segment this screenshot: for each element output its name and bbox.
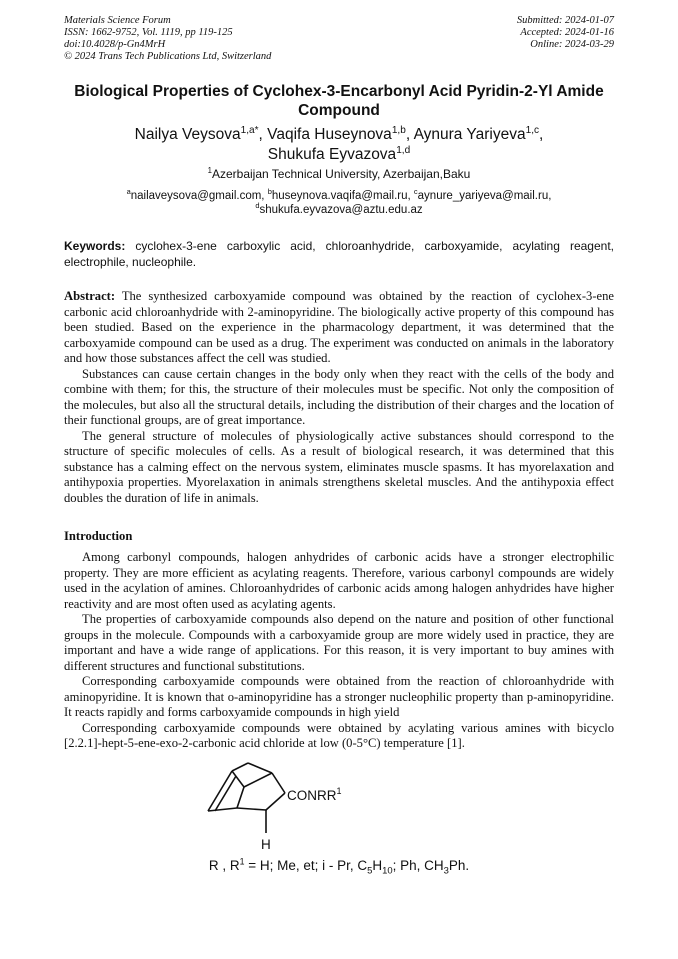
author-name: Aynura Yariyeva <box>413 126 526 143</box>
intro-paragraph: The properties of carboxyamide compounds also depend on the nature and position of other functional groups in the molecule. Compounds with a carboxyamide group are more widely used in practice, they are important and have a wide range of applications. For this reason, it is very important to buy amines with different structures and functional substitutions. <box>64 612 614 673</box>
substituent-formula: R , $R^1 = H$; Me, et; i - Pr, $C_5H_{10}$; Ph, $CH_3Ph$. <box>208 856 470 877</box>
paper-title: Biological Properties of Cyclohex-3-Encarbonyl Acid Pyridin-2-Yl Amide Compound <box>74 83 604 119</box>
affiliation-text: Azerbaijan Technical University, Azerbaijan,Baku <box>211 167 471 181</box>
author-name: Vaqifa Huseynova <box>267 126 392 143</box>
abstract-label: Abstract: <box>64 289 116 303</box>
intro-paragraph: Corresponding carboxyamide compounds were obtained by acylating various amines with bicyclo [2.2.1]-hept-5-ene-exo-2-carbonic acid chloride at low (0-5°C) temperature [1]. <box>64 720 614 750</box>
affiliation-mark: 1 <box>207 166 212 175</box>
keywords <box>64 238 614 270</box>
intro-paragraph: Corresponding carboxyamide compounds were obtained from the reaction of chloroanhydride with aminopyridine. It is known that o-aminopyridine has a stronger nucleophilic property than p-aminopyridine. It reacts rapidly and forms carboxyamide compounds in high yield <box>64 674 614 719</box>
author-affiliation-mark: 1,b <box>391 124 406 136</box>
section-heading-introduction: Introduction <box>64 529 133 543</box>
abstract <box>64 289 614 506</box>
issn-line: ISSN: 1662-9752, Vol. 1119, pp 119-125 <box>64 27 233 38</box>
doi-line: doi:10.4028/p-Gn4MrH <box>64 39 166 50</box>
author-emails: $^a$nailaveysova@gmail.com, $^b$huseynova.vaqifa@mail.ru, $^c$aynure_yariyeva@mail.ru, $^d$shukufa.eyvazova@aztu.edu.az <box>126 187 552 216</box>
author-name: Shukufa Eyvazova <box>267 146 397 163</box>
author-affiliation-mark: 1,d <box>396 144 411 156</box>
intro-paragraph: Among carbonyl compounds, halogen anhydrides of carbonic acids have a stronger electrophilic property. They are more efficient as acylating reagents. Therefore, various carbonyl compounds are widely used in the acylation of amines. Chloroanhydrides of carbonic acids among halogen anhydrides have higher reactivity and are most often used as acylating agents. <box>64 550 614 611</box>
abstract-paragraph: The general structure of molecules of physiologically active substances should correspond to the structure of specific molecules of cells. As a result of biological research, it was determined that this substance has a calming effect on the nervous system, eliminates muscle spasms. It has myorelaxation and antihypoxia properties. Myorelaxation in animals strengthens skeletal muscles. And the antihypoxia effect doubles the duration of life in animals. <box>64 428 614 505</box>
keywords-text: cyclohex-3-ene carboxylic acid, chloroanhydride, carboxyamide, acylating reagent, electrophile, nucleophile. <box>64 239 614 269</box>
author-affiliation-mark: 1,a* <box>240 124 259 136</box>
structure-bonds <box>208 763 285 833</box>
journal-info <box>64 15 271 63</box>
keywords-label: Keywords: <box>64 239 126 253</box>
email-link[interactable]: aynure_yariyeva@mail.ru, <box>417 190 552 202</box>
accepted-date: Accepted: 2024-01-16 <box>520 27 614 38</box>
author-list: Nailya Veysova$^{1,a*}$, Vaqifa Huseynova$^{1,b}$, Aynura Yariyeva$^{1,c}$, Shukufa Eyvazova$^{1,d}$ <box>134 124 544 163</box>
abstract-paragraph: Abstract: The synthesized carboxyamide compound was obtained by the reaction of cyclohex-3-ene carbonic acid chloroanhydride with 2-aminopyridine. The biologically active property of this compound has been studied. Based on the experience in the pharmacology department, it was determined that the carboxyamide compound can be used as a drug. The experiment was conducted on animals in the laboratory and how those substances affect the cell was studied. <box>64 289 614 365</box>
author-affiliation-mark: 1,c <box>525 124 540 136</box>
email-link[interactable]: huseynova.vaqifa@mail.ru, <box>271 190 414 202</box>
abstract-paragraph: Substances can cause certain changes in the body only when they react with the cells of the body and combine with them; for this, the structure of their molecules must be specific. Not only the composition of the molecules, but also all the structural details, including the distribution of their charges and the location of their functional groups, are of great importance. <box>64 366 614 427</box>
affiliation <box>60 167 618 181</box>
introduction-body <box>64 550 614 752</box>
email-link[interactable]: nailaveysova@gmail.com, <box>130 190 268 202</box>
submitted-date: Submitted: 2024-01-07 <box>516 15 614 26</box>
submission-dates <box>517 15 614 51</box>
carboxamide-group-label: CONRR$^1$ <box>287 786 342 803</box>
journal-name: Materials Science Forum <box>64 15 171 26</box>
hydrogen-label: H <box>261 837 271 852</box>
copyright-line: © 2024 Trans Tech Publications Ltd, Switzerland <box>64 51 272 62</box>
email-link[interactable]: shukufa.eyvazova@aztu.edu.az <box>259 204 423 216</box>
author-name: Nailya Veysova <box>134 126 241 143</box>
online-date: Online: 2024-03-29 <box>530 39 614 50</box>
